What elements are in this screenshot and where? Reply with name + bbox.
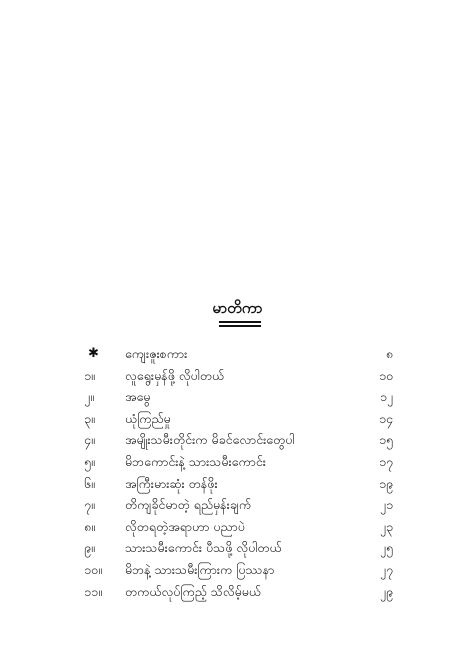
toc-entry-page: ၁၅ bbox=[378, 432, 393, 448]
toc-entry-number: ၇။ bbox=[84, 497, 95, 513]
toc-entry-title: အမျိုးသမီးတိုင်းက မိခင်လောင်းတွေပါ bbox=[125, 432, 295, 448]
toc-entry bbox=[0, 429, 475, 451]
title-underline-bottom bbox=[219, 325, 261, 327]
toc-entry-number: ၆။ bbox=[84, 475, 95, 491]
toc-entry bbox=[0, 365, 475, 387]
toc-entry bbox=[0, 451, 475, 473]
toc-entry bbox=[0, 343, 475, 365]
toc-entry-page: ၈ bbox=[385, 346, 393, 361]
toc-entry bbox=[0, 559, 475, 581]
toc-entry-page: ၁၀ bbox=[378, 367, 393, 383]
toc-entry bbox=[0, 537, 475, 559]
toc-entry bbox=[0, 386, 475, 408]
toc-entry-title: သားသမီးကောင်း ပီသဖို့ လိုပါတယ် bbox=[125, 540, 282, 556]
toc-entry-title: လိုတရတဲ့အရာဟာ ပညာပဲ bbox=[125, 518, 245, 534]
toc-entry-title: အမွေ bbox=[125, 389, 151, 405]
toc-entry-title: တိကျခိုင်မာတဲ့ ရည်မှန်းချက် bbox=[125, 497, 252, 513]
toc-entry-number: ၅။ bbox=[84, 453, 95, 469]
toc-entry bbox=[0, 408, 475, 430]
toc-entry-page: ၁၉ bbox=[378, 475, 393, 491]
toc-entry-page: ၂၉ bbox=[379, 583, 393, 599]
toc-list bbox=[0, 343, 475, 602]
toc-entry-title: မိဘနဲ့ သားသမီးကြားက ပြဿနာ bbox=[125, 561, 275, 577]
toc-entry-title: မိဘကောင်းနဲ့ သားသမီးကောင်း bbox=[125, 453, 266, 469]
toc-entry-page: ၁၂ bbox=[379, 389, 393, 405]
toc-entry bbox=[0, 473, 475, 495]
toc-entry-number: ၁။ bbox=[84, 367, 95, 383]
toc-entry bbox=[0, 494, 475, 516]
toc-entry-number: ၁၀။ bbox=[84, 561, 102, 577]
toc-entry-page: ၁၄ bbox=[378, 410, 393, 426]
toc-entry-title: တကယ်လုပ်ကြည့် သိလိမ့်မယ် bbox=[125, 583, 261, 599]
title-underline-top bbox=[219, 321, 261, 323]
toc-entry-number: ၉။ bbox=[84, 540, 95, 556]
toc-entry bbox=[0, 516, 475, 538]
toc-entry-page: ၂၅ bbox=[379, 540, 393, 556]
toc-entry-number: ၃။ bbox=[84, 410, 95, 426]
toc-entry-number: ၂။ bbox=[84, 389, 94, 405]
toc-title: မာတိကာ bbox=[212, 299, 263, 317]
toc-entry-page: ၁၇ bbox=[378, 453, 393, 469]
toc-entry-page: ၂၃ bbox=[379, 518, 393, 534]
toc-entry-number: ✱ bbox=[88, 346, 99, 361]
toc-entry-number: ၁၁။ bbox=[84, 583, 102, 599]
toc-entry bbox=[0, 581, 475, 603]
toc-entry-title: အကြီးမားဆုံး တန်ဖိုး bbox=[125, 475, 218, 491]
toc-entry-page: ၂၇ bbox=[379, 561, 393, 577]
toc-entry-title: လူရွေးမှန်ဖို့ လိုပါတယ် bbox=[125, 367, 225, 383]
toc-entry-number: ၈။ bbox=[84, 518, 95, 534]
toc-entry-title: ကျေးဇူးစကား bbox=[125, 346, 188, 361]
toc-entry-page: ၂၁ bbox=[379, 497, 393, 513]
toc-entry-number: ၄။ bbox=[84, 432, 95, 448]
toc-entry-title: ယုံကြည်မှု bbox=[125, 410, 171, 426]
